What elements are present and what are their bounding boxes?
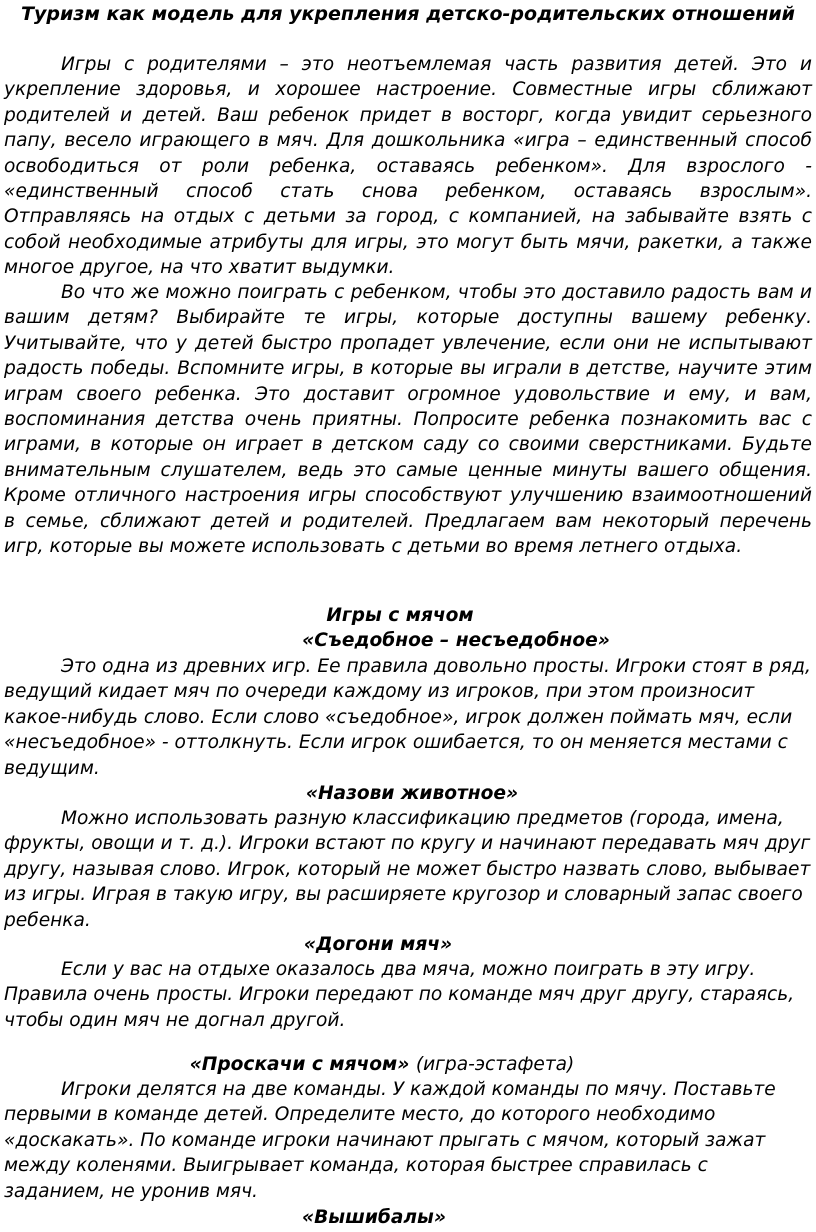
game-title-2: «Назови животное» <box>305 783 519 804</box>
intro-paragraph-1: Игры с родителями – это неотъемлемая часть развития детей. Это и укрепление здоровья, и хорошее настроение. Совместные игры сближают родителей и детей. Ваш ребенок придет в восторг, когда увидит серьезного папу, весело играющего в мяч. Для дошкольника «игра – единственный способ освободиться от роли ребенка, оставаясь ребенком». Для взрослого - «единственный способ стать снова ребенком, оставаясь взрослым». Отправляясь на отдых с детьми за город, с компанией, на забывайте взять с собой необходимые атрибуты для игры, это могут быть мячи, ракетки, а также многое другое, на что хватит выдумки. <box>4 54 812 279</box>
game-description-2: Можно использовать разную классификацию предметов (города, имена, фрукты, овощи и т. д.). Игроки встают по кругу и начинают передавать мяч друг другу, называя слово. Игрок, который не может быстро назвать слово, выбывает из игры. Играя в такую игру, вы расширяете кругозор и словарный запас своего ребенка. <box>4 808 811 931</box>
game-title-4 <box>0 1052 790 1077</box>
section-title: Игры с мячом <box>326 605 474 626</box>
game-description-4: Игроки делятся на две команды. У каждой команды по мячу. Поставьте первыми в команде детей. Определите место, до которого необходимо «доскакать». По команде игроки начинают прыгать с мячом, который зажат между коленями. Выигрывает команда, которая быстрее справилась с заданием, не уронив мяч. <box>4 1079 776 1202</box>
intro-paragraph-2: Во что же можно поиграть с ребенком, чтобы это доставило радость вам и вашим детям? Выбирайте те игры, которые доступны вашему ребенку. Учитывайте, что у детей быстро пропадет увлечение, если они не испытывают радость победы. Вспомните игры, в которые вы играли в детстве, научите этим играм своего ребенка. Это доставит огромное удовольствие и ему, и вам, воспоминания детства очень приятны. Попросите ребенка познакомить вас с играми, в которые он играет в детском саду со своими сверстниками. Будьте внимательным слушателем, ведь это самые ценные минуты вашего общения. Кроме отличного настроения игры способствуют улучшению взаимоотношений в семье, сближают детей и родителей. Предлагаем вам некоторый перечень игр, которые вы можете использовать с детьми во время летнего отдыха. <box>4 282 812 558</box>
game-title-4-note: (игра-эстафета) <box>415 1054 575 1075</box>
document-title: Туризм как модель для укрепления детско-родительских отношений <box>21 3 795 25</box>
game-title-1: «Съедобное – несъедобное» <box>302 630 610 651</box>
game-title-5: «Вышибалы» <box>302 1207 446 1228</box>
game-description-3: Если у вас на отдыхе оказалось два мяча, можно поиграть в эту игру. Правила очень просты. Игроки передают по команде мяч друг другу, стараясь, чтобы один мяч не догнал другой. <box>4 959 795 1031</box>
game-title-3: «Догони мяч» <box>303 934 453 955</box>
game-description-1: Это одна из древних игр. Ее правила довольно просты. Игроки стоят в ряд, ведущий кидает мяч по очереди каждому из игроков, при этом произносит какое-нибудь слово. Если слово «съедобное», игрок должен поймать мяч, если «несъедобное» - оттолкнуть. Если игрок ошибается, то он меняется местами с ведущим. <box>4 656 811 779</box>
game-title-4-name: «Проскачи с мячом» <box>189 1054 410 1075</box>
